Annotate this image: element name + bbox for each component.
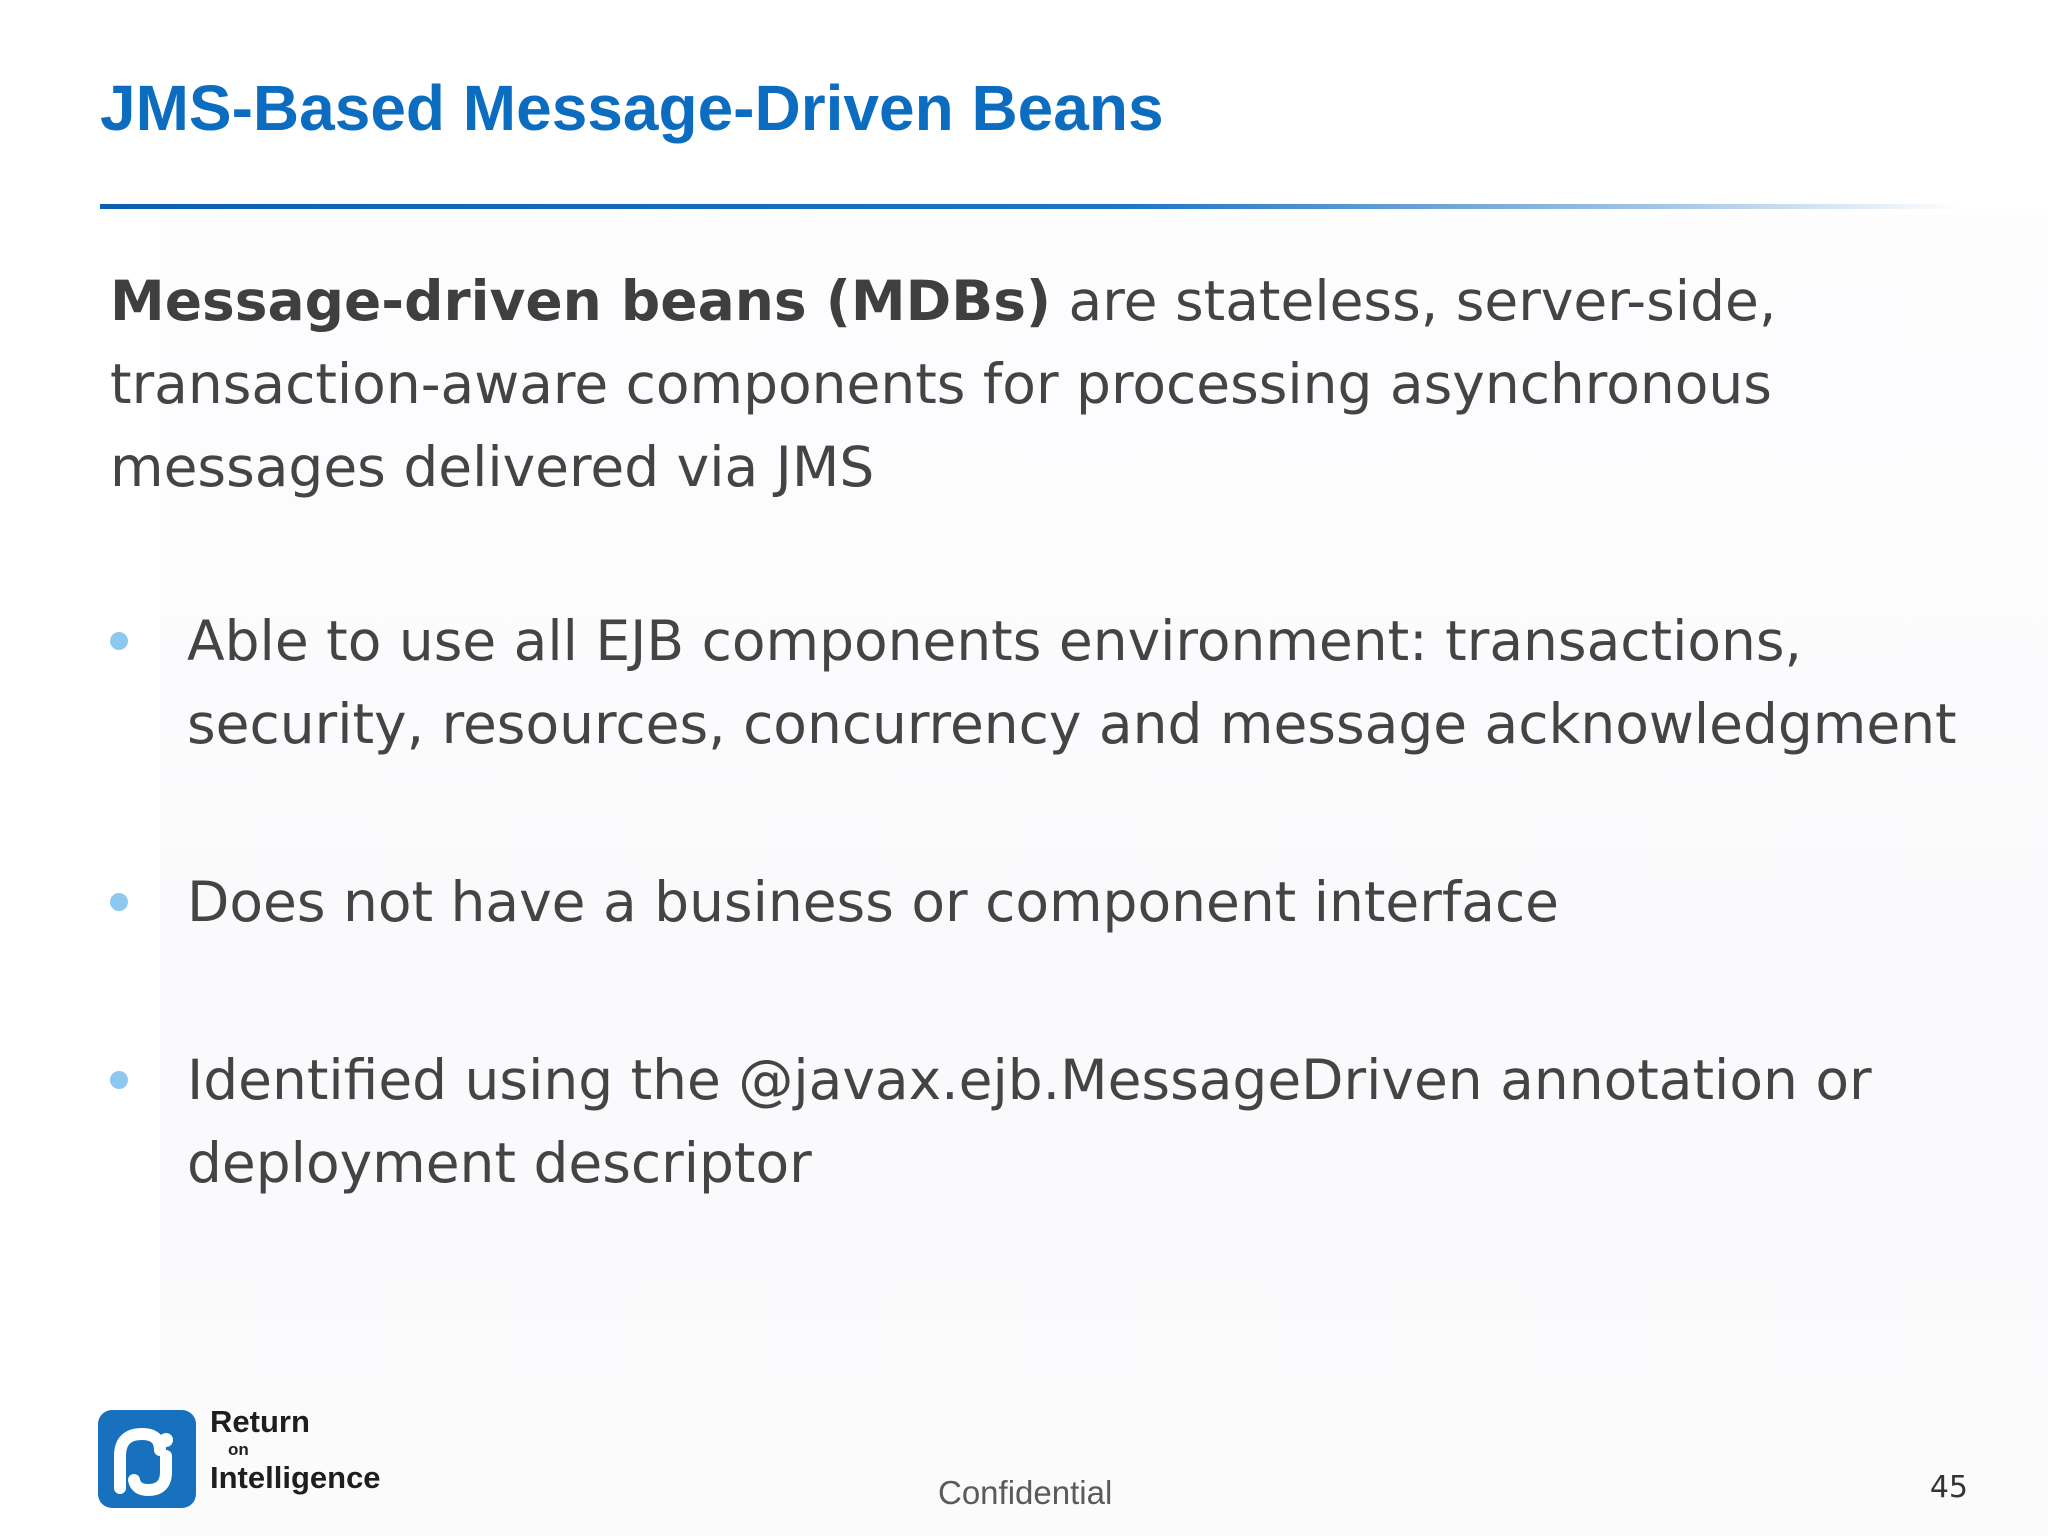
bullet-item — [110, 600, 1970, 766]
bullet-item — [110, 1039, 1970, 1205]
bullet-item — [110, 861, 1970, 944]
intro-text: are stateless, server-side, transaction-aware components for processing asynchronous messages delivered via JMS — [110, 269, 1777, 499]
page-number: 45 — [1929, 1470, 1968, 1505]
logo-word-return: Return — [210, 1404, 310, 1439]
intro-lead-term: Message-driven beans (MDBs) — [110, 269, 1052, 333]
bullet-text: Identified using the @javax.ejb.MessageDriven annotation or deployment descriptor — [187, 1048, 1872, 1195]
bullet-text: Able to use all EJB components environment: transactions, security, resources, concurrency and message acknowledgment — [187, 609, 1957, 756]
bullet-dot-icon — [110, 632, 128, 650]
confidential-label: Confidential — [938, 1474, 1113, 1511]
bullet-dot-icon — [110, 893, 128, 911]
logo-word-on: on — [228, 1440, 249, 1459]
company-logo — [98, 1405, 398, 1515]
logo-mark-icon — [98, 1410, 196, 1508]
bullet-text: Does not have a business or component interface — [187, 870, 1560, 934]
logo-wordmark — [210, 1405, 381, 1495]
bullet-list — [110, 600, 1970, 1205]
intro-paragraph — [110, 260, 1960, 509]
logo-word-intelligence: Intelligence — [210, 1460, 381, 1495]
bullet-dot-icon — [110, 1071, 128, 1089]
slide-title: JMS-Based Message-Driven Beans — [100, 72, 1164, 144]
title-divider — [100, 204, 1960, 209]
